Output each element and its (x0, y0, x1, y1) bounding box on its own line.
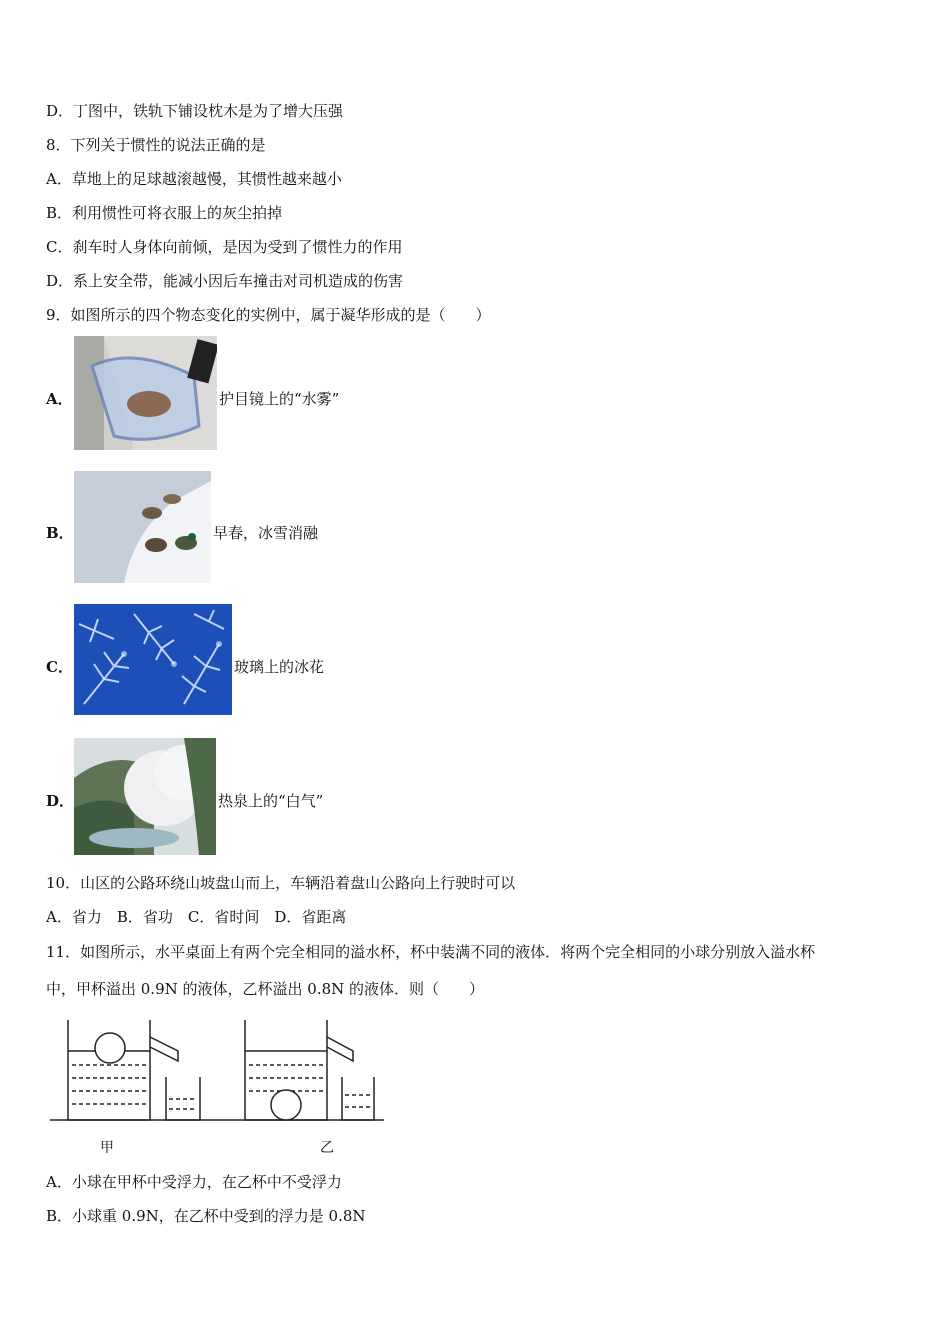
ducks-on-ice-photo (74, 471, 211, 583)
q10-options: A．省力 B．省功 C．省时间 D．省距离 (46, 908, 347, 926)
cup-yi (245, 1020, 374, 1120)
q9-stem: 9．如图所示的四个物态变化的实例中，属于凝华形成的是（ ） (46, 306, 491, 324)
q11-stem-line2: 中，甲杯溢出 0.9N 的液体，乙杯溢出 0.8N 的液体．则（ ） (46, 980, 485, 998)
q11-option-b: B．小球重 0.9N，在乙杯中受到的浮力是 0.8N (46, 1207, 366, 1225)
q11-option-a: A．小球在甲杯中受浮力，在乙杯中不受浮力 (46, 1173, 342, 1191)
q8-stem: 8．下列关于惯性的说法正确的是 (46, 136, 266, 154)
q8-option-a: A．草地上的足球越滚越慢，其惯性越来越小 (46, 170, 342, 188)
cup-jia (68, 1020, 200, 1120)
q9-option-a-text: 护目镜上的“水雾” (219, 390, 340, 408)
q10-stem: 10．山区的公路环绕山坡盘山而上，车辆沿着盘山公路向上行驶时可以 (46, 874, 516, 892)
hot-spring-steam-photo (74, 738, 216, 855)
q9-option-c-text: 玻璃上的冰花 (234, 658, 325, 676)
q9-option-b-label: B． (46, 524, 74, 542)
q9-option-b-text: 早春，冰雪消融 (213, 524, 319, 542)
q8-option-d: D．系上安全带，能减小因后车撞击对司机造成的伤害 (46, 272, 404, 290)
overflow-cups-figure (48, 1015, 388, 1135)
figure-label-jia: 甲 (100, 1140, 114, 1156)
q8-option-b: B．利用惯性可将衣服上的灰尘拍掉 (46, 204, 283, 222)
q9-option-c-label: C． (46, 658, 73, 676)
goggles-photo (74, 336, 217, 450)
q11-stem-line1: 11．如图所示，水平桌面上有两个完全相同的溢水杯，杯中装满不同的液体．将两个完全相同的小球分别放入溢水杯 (46, 943, 816, 961)
frost-pattern-photo (74, 604, 232, 715)
q8-option-c: C．刹车时人身体向前倾，是因为受到了惯性力的作用 (46, 238, 403, 256)
q9-option-a-label: A． (46, 390, 73, 408)
q7-option-d: D．丁图中，铁轨下铺设枕木是为了增大压强 (46, 102, 344, 120)
q9-option-d-label: D． (46, 792, 75, 810)
q9-option-d-text: 热泉上的“白气” (218, 792, 324, 810)
figure-label-yi: 乙 (320, 1140, 334, 1156)
